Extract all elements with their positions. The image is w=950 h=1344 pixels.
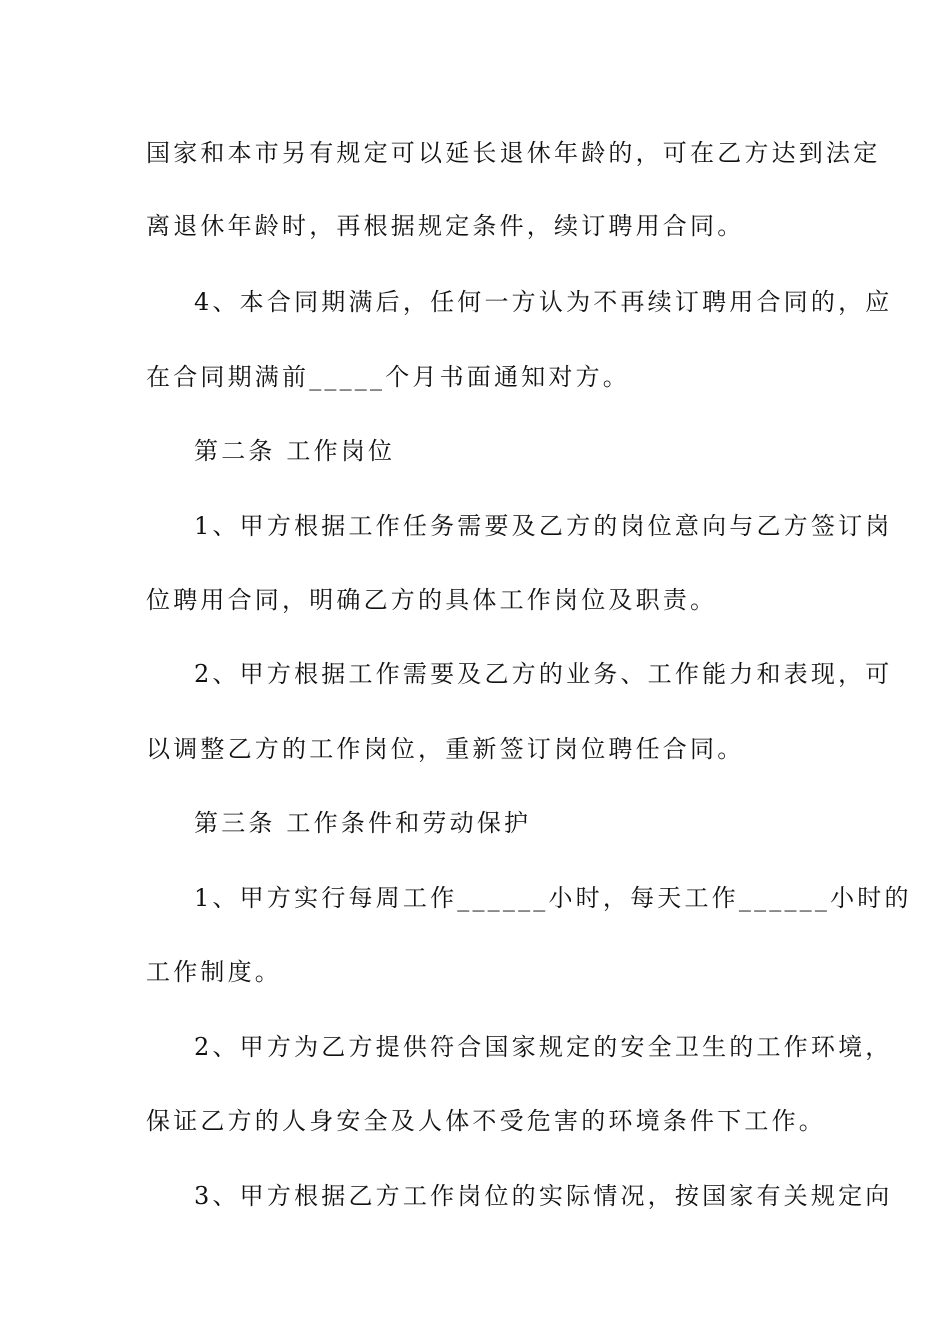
text-line: 1、甲方根据工作任务需要及乙方的岗位意向与乙方签订岗 <box>194 512 893 540</box>
text-line: 国家和本市另有规定可以延长退休年龄的，可在乙方达到法定 <box>146 139 881 167</box>
text-line: 2、甲方根据工作需要及乙方的业务、工作能力和表现，可 <box>194 660 893 688</box>
text-line: 在合同期满前_____个月书面通知对方。 <box>146 363 630 391</box>
text-line: 位聘用合同，明确乙方的具体工作岗位及职责。 <box>146 586 718 614</box>
section-heading: 第二条 工作岗位 <box>194 437 396 465</box>
text-line: 保证乙方的人身安全及人体不受危害的环境条件下工作。 <box>146 1107 826 1135</box>
text-line: 2、甲方为乙方提供符合国家规定的安全卫生的工作环境， <box>194 1033 893 1061</box>
text-line: 离退休年龄时，再根据规定条件，续订聘用合同。 <box>146 212 745 240</box>
text-line: 1、甲方实行每周工作______小时，每天工作______小时的 <box>194 884 912 912</box>
text-line: 以调整乙方的工作岗位，重新签订岗位聘任合同。 <box>146 735 745 763</box>
text-line: 4、本合同期满后，任何一方认为不再续订聘用合同的，应 <box>194 288 893 316</box>
text-line: 3、甲方根据乙方工作岗位的实际情况，按国家有关规定向 <box>194 1182 893 1210</box>
section-heading: 第三条 工作条件和劳动保护 <box>194 809 532 837</box>
text-line: 工作制度。 <box>146 958 282 986</box>
